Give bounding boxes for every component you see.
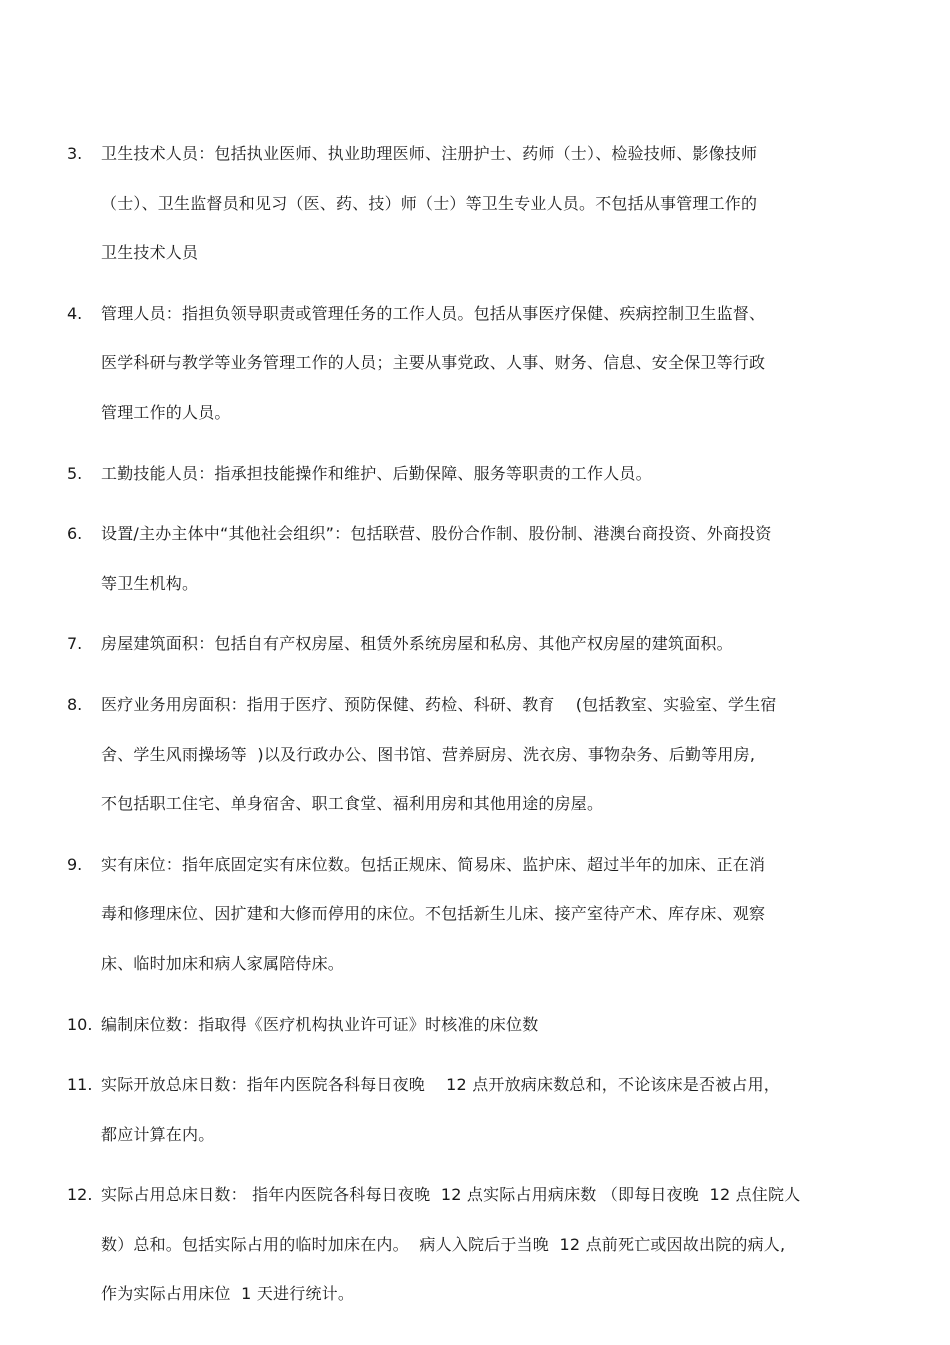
list-item (0, 1000, 950, 1050)
text-line: 医疗业务用房面积：指用于医疗、预防保健、药检、科研、教育 (包括教室、实验室、学生宿 (101, 694, 777, 714)
text-line: 工勤技能人员：指承担技能操作和维护、后勤保障、服务等职责的工作人员。 (101, 463, 652, 483)
item-number: 4. (67, 303, 83, 323)
text-line: 卫生技术人员 (101, 243, 199, 263)
item-number: 5. (67, 463, 83, 483)
item-number: 6. (67, 524, 83, 544)
list-item (0, 129, 950, 278)
list-item (0, 289, 950, 438)
text-line: 编制床位数：指取得《医疗机构执业许可证》时核准的床位数 (101, 1014, 539, 1034)
text-line: 实有床位：指年底固定实有床位数。包括正规床、简易床、监护床、超过半年的加床、正在消 (101, 854, 766, 874)
text-line: 数）总和。包括实际占用的临时加床在内。 病人入院后于当晚 12 点前死亡或因故出院的病人, (101, 1234, 786, 1254)
item-text (101, 289, 901, 438)
list-item (0, 1060, 950, 1159)
text-line: 管理人员：指担负领导职责或管理任务的工作人员。包括从事医疗保健、疾病控制卫生监督、 (101, 303, 766, 323)
text-line: 都应计算在内。 (101, 1124, 215, 1144)
text-line: 医学科研与教学等业务管理工作的人员；主要从事党政、人事、财务、信息、安全保卫等行政 (101, 353, 766, 373)
list-item (0, 1170, 950, 1319)
item-text (101, 680, 901, 829)
list-item (0, 840, 950, 989)
text-line: 卫生技术人员：包括执业医师、执业助理医师、注册护士、药师（士）、检验技师、影像技师 (101, 144, 758, 163)
text-line: 实际占用总床日数： 指年内医院各科每日夜晚 12 点实际占用病床数 （即每日夜晚 12 点住院人 (101, 1185, 801, 1205)
text-line: 不包括职工住宅、单身宿舍、职工食堂、福利用房和其他用途的房屋。 (101, 794, 604, 814)
item-number: 7. (67, 634, 83, 654)
item-text (101, 619, 901, 669)
item-number: 8. (67, 694, 83, 714)
text-line: 舍、学生风雨操场等 )以及行政办公、图书馆、营养厨房、洗衣房、事物杂务、后勤等用房, (101, 744, 756, 764)
item-number: 9. (67, 854, 83, 874)
list-item (0, 680, 950, 829)
item-text (101, 1170, 901, 1319)
text-line: （士）、卫生监督员和见习（医、药、技）师（士）等卫生专业人员。不包括从事管理工作的 (101, 193, 758, 213)
item-text (101, 1000, 901, 1050)
text-line: 作为实际占用床位 1 天进行统计。 (101, 1284, 355, 1304)
item-text (101, 1060, 901, 1159)
item-number: 11. (67, 1075, 93, 1095)
item-number: 12. (67, 1185, 93, 1205)
text-line: 床、临时加床和病人家属陪侍床。 (101, 953, 345, 973)
list-item (0, 449, 950, 499)
item-text (101, 840, 901, 989)
list-item (0, 619, 950, 669)
list-item (0, 509, 950, 608)
item-text (101, 509, 901, 608)
text-line: 设置/主办主体中“其他社会组织”：包括联营、股份合作制、股份制、港澳台商投资、外商投资 (101, 524, 772, 544)
text-line: 等卫生机构。 (101, 573, 199, 593)
text-line: 管理工作的人员。 (101, 402, 231, 422)
text-line: 实际开放总床日数：指年内医院各科每日夜晚 12 点开放病床数总和，不论该床是否被占用， (101, 1075, 780, 1095)
item-number: 10. (67, 1014, 93, 1034)
item-text (101, 129, 901, 278)
item-text (101, 449, 901, 499)
text-line: 房屋建筑面积：包括自有产权房屋、租赁外系统房屋和私房、其他产权房屋的建筑面积。 (101, 634, 733, 654)
item-number: 3. (67, 144, 83, 163)
text-line: 毒和修理床位、因扩建和大修而停用的床位。不包括新生儿床、接产室待产术、库存床、观察 (101, 904, 766, 924)
